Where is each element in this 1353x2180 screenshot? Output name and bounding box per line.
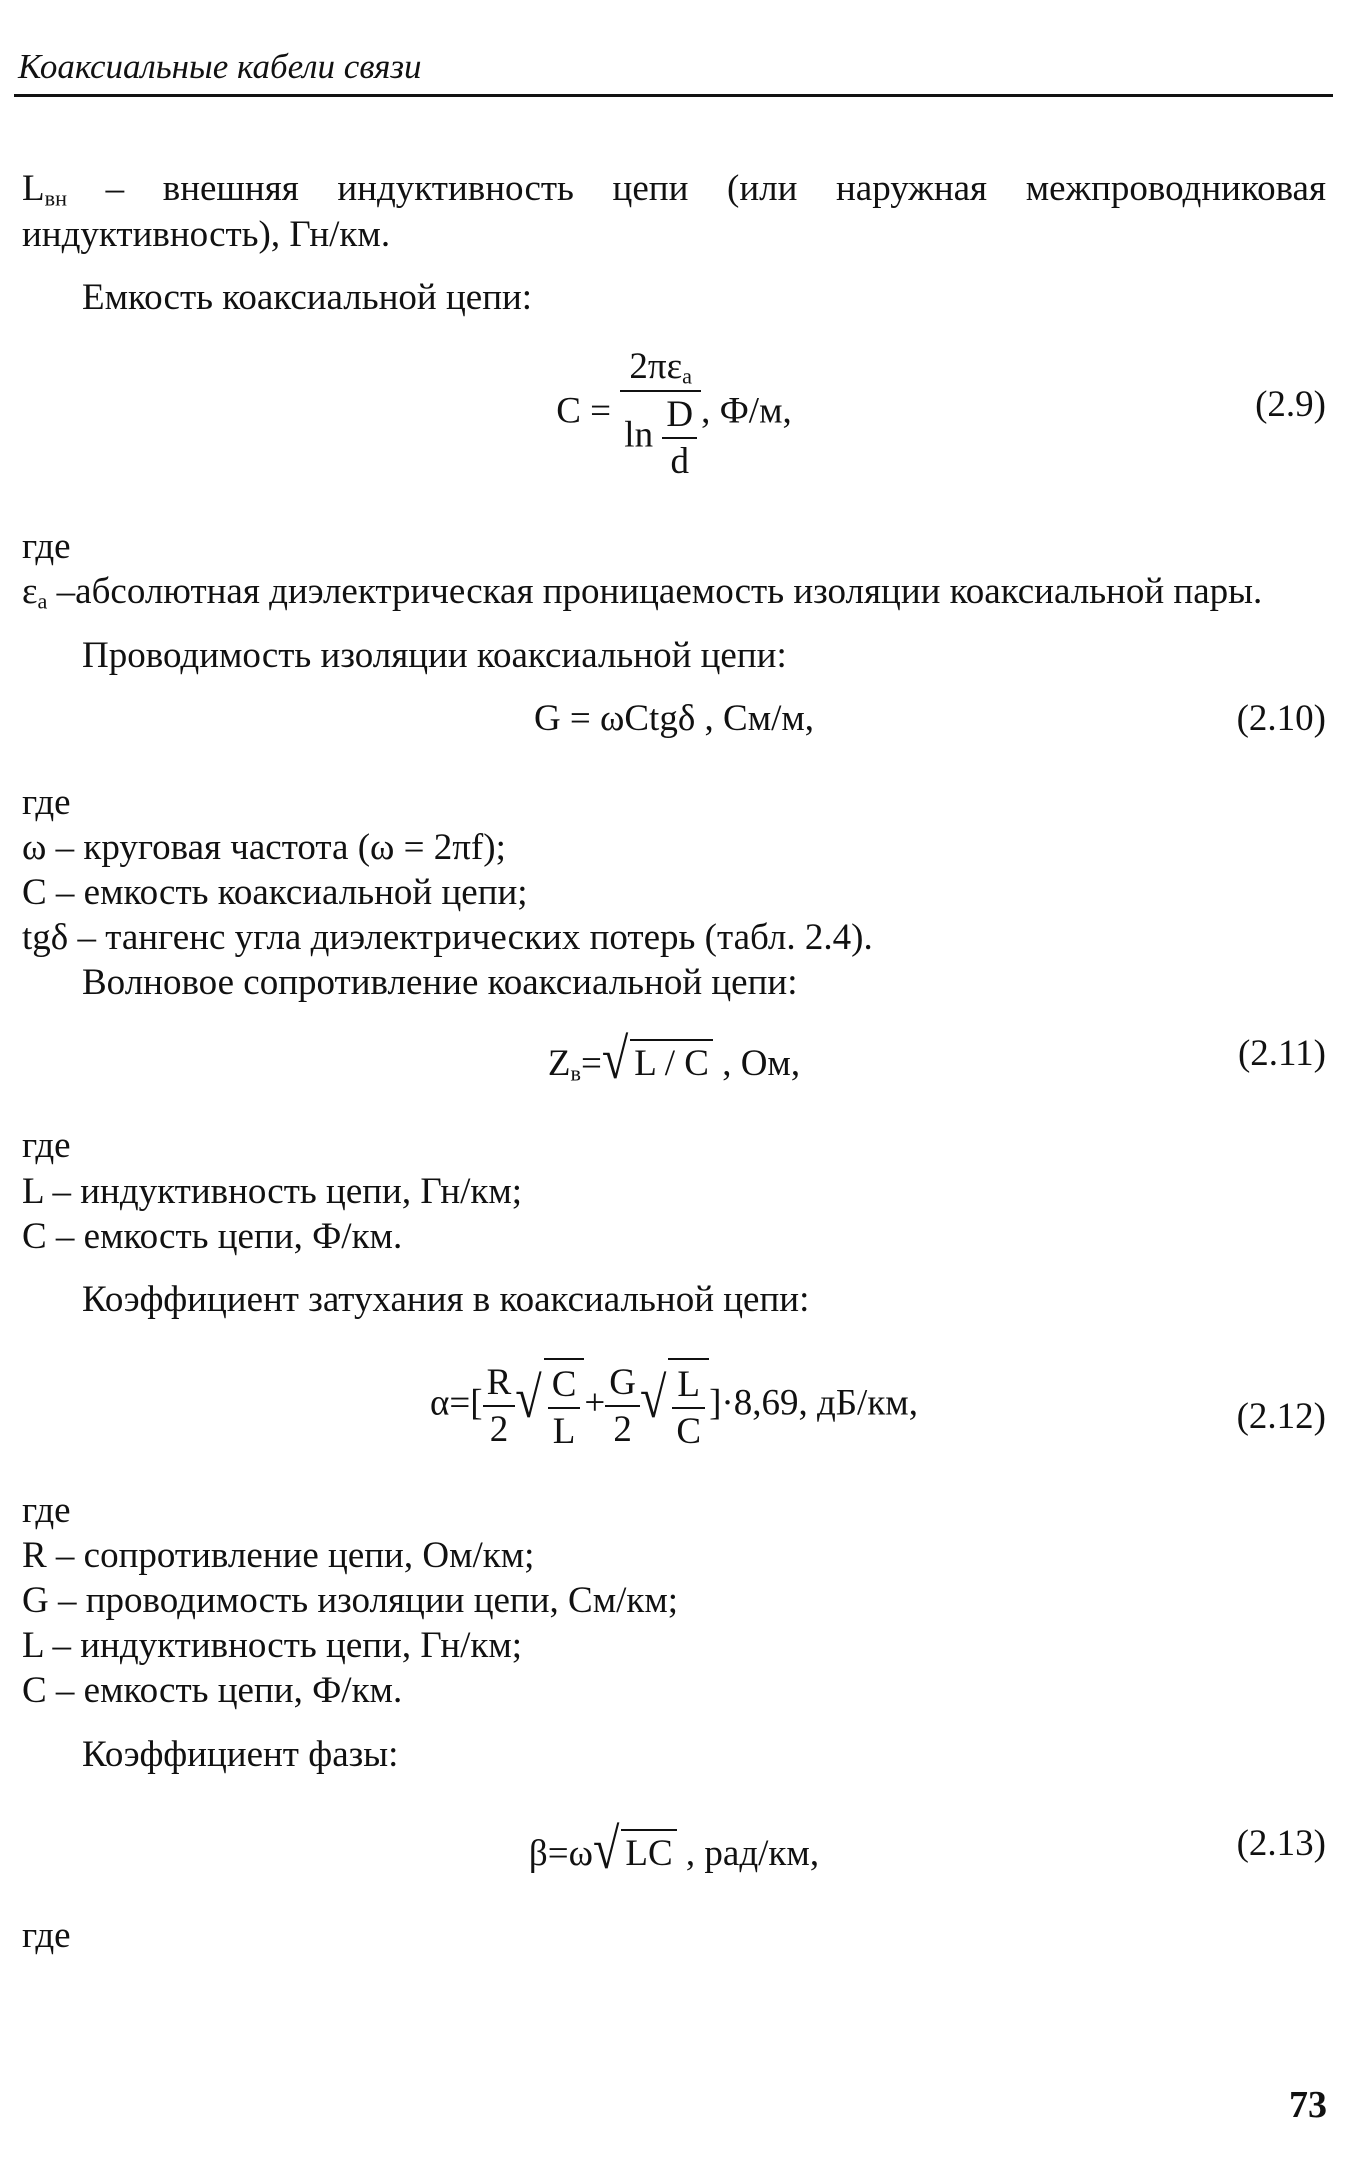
where-label: где [22,781,71,823]
equation-number-2-13: (2.13) [1236,1822,1326,1864]
page-body [22,166,1326,1958]
definition-g: G – проводимость изоляции цепи, См/км; [22,1580,679,1622]
definition-epsilon: $\varepsilon_а$ –абсолютная диэлектрическая проницаемость изоляции коаксиальной пары. [22,571,1263,614]
where-label: где [22,1489,71,1531]
equation-number-2-9: (2.9) [1255,383,1326,425]
paragraph-lvn: $L_{вн}$ – внешняя индуктивность цепи (или наружная межпроводниковая индуктивность), Гн/км. [22,168,1326,255]
equation-number-2-10: (2.10) [1236,697,1326,739]
definition-r: R – сопротивление цепи, Ом/км; [22,1535,535,1576]
where-label: где [22,1125,71,1167]
paragraph-impedance-intro: Волновое сопротивление коаксиальной цепи: [82,962,798,1004]
definition-l: L – индуктивность цепи, Гн/км; [22,1625,523,1667]
paragraph-attenuation-intro: Коэффициент затухания в коаксиальной цепи: [82,1278,810,1320]
definition-l: L – индуктивность цепи, Гн/км; [22,1170,523,1212]
formula-2-11: $Z_в=√$ L / C , Ом, (2.11) [547,1027,1326,1092]
definition-c: C – емкость коаксиальной цепи; [22,872,528,913]
definition-c: C – емкость цепи, Ф/км. [22,1215,403,1257]
where-label: где [22,525,71,567]
running-header-title: Коаксиальные кабели связи [18,47,422,86]
equation-number-2-12: (2.12) [1236,1395,1326,1437]
formula-2-9: C = $2\pi\varepsilon_a$ ln $\frac{D}{d}$ , Ф/м, (2.9) [556,345,1326,482]
paragraph-conductance-intro: Проводимость изоляции коаксиальной цепи: [82,634,787,676]
definition-tgdelta: tgδ – тангенс угла диэлектрических потерь (табл. 2.4). [22,917,873,959]
definition-omega: ω – круговая частота (ω = 2πf); [22,826,506,868]
formula-2-10: G = ωCtgδ , См/м, (2.10) [22,696,1326,780]
equation-number-2-11: (2.11) [1237,1033,1326,1075]
definition-c: C – емкость цепи, Ф/км. [22,1670,403,1712]
formula-2-13: β=ω√ LC , рад/км, (2.13) [528,1817,1326,1881]
page-number: 73 [1289,2084,1327,2126]
formula-2-12: α=[ $\frac{R}{2}$ √ $\frac{C}{L}$ + $\frac{G}{2}$ √ $\frac{L}{C}$ ]·8,69, дБ/км, (2.12) [22,1348,1326,1488]
paragraph-capacitance-intro: Емкость коаксиальной цепи: [82,276,533,318]
where-label: где [22,1914,71,1956]
running-header [14,40,1333,97]
paragraph-phase-intro: Коэффициент фазы: [82,1733,399,1775]
